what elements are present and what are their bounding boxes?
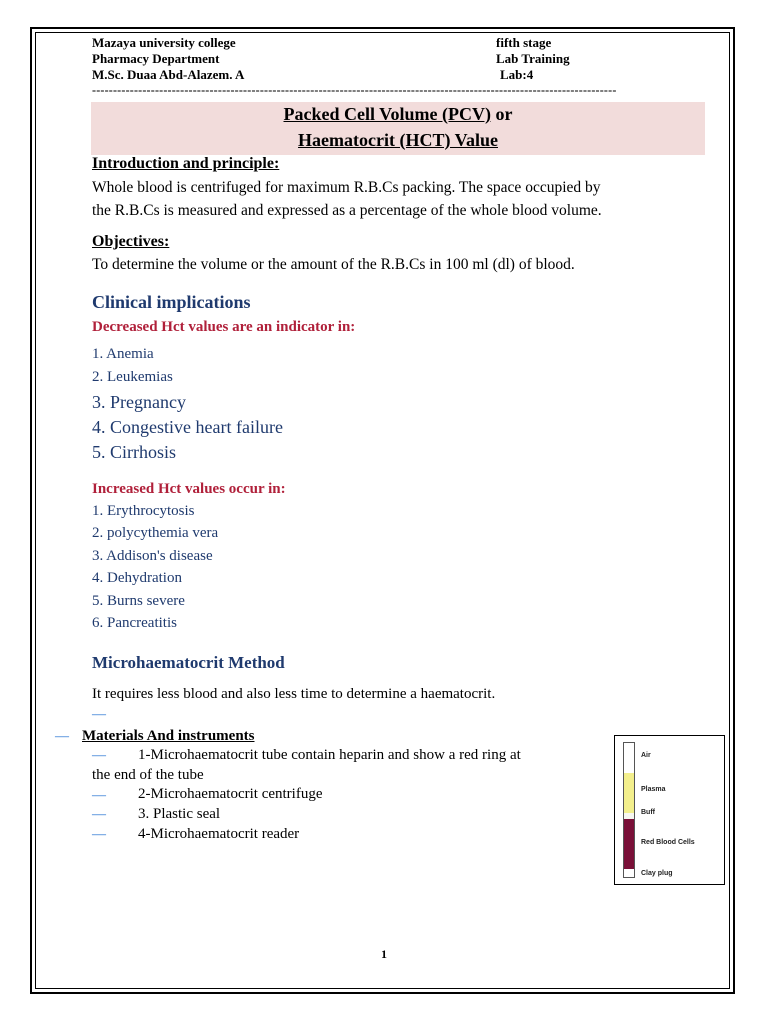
list-dash: — <box>92 788 106 803</box>
intro-text-line-1: Whole blood is centrifuged for maximum R.B.Cs packing. The space occupied by <box>92 179 601 196</box>
title-or: or <box>490 104 513 124</box>
department-name: Pharmacy Department <box>92 51 220 66</box>
decreased-item: 5. Cirrhosis <box>92 442 177 462</box>
title-line-2: Haematocrit (HCT) Value <box>298 130 498 150</box>
decreased-heading: Decreased Hct values are an indicator in: <box>92 319 356 335</box>
title-banner <box>91 102 705 155</box>
objectives-heading: Objectives: <box>92 233 170 250</box>
increased-item: 4. Dehydration <box>92 570 182 586</box>
capillary-tube <box>623 742 635 878</box>
page-number: 1 <box>381 947 387 961</box>
decreased-item: 2. Leukemias <box>92 369 173 385</box>
hematocrit-tube-figure <box>614 735 725 885</box>
increased-item: 1. Erythrocytosis <box>92 503 195 519</box>
plasma-segment <box>624 773 634 813</box>
intro-text-line-2: the R.B.Cs is measured and expressed as a percentage of the whole blood volume. <box>92 202 602 219</box>
list-dash: — <box>92 748 106 763</box>
increased-item: 3. Addison's disease <box>92 548 213 564</box>
increased-item: 5. Burns severe <box>92 593 185 609</box>
clay-plug-segment <box>624 869 634 877</box>
increased-heading: Increased Hct values occur in: <box>92 481 286 497</box>
course-name: Lab Training <box>496 51 570 66</box>
air-segment <box>624 743 634 773</box>
material-item-2: 2-Microhaematocrit centrifuge <box>138 786 323 802</box>
increased-item: 6. Pancreatitis <box>92 615 177 631</box>
material-item-1: 1-Microhaematocrit tube contain heparin and show a red ring at <box>138 747 521 763</box>
decreased-item: 4. Congestive heart failure <box>92 417 283 437</box>
header-separator: ----------------------------------------------------------------------------------------------------------------------------- <box>92 83 617 97</box>
label-clay-plug: Clay plug <box>641 870 673 877</box>
material-item-3: 3. Plastic seal <box>138 806 221 822</box>
lecturer-name: M.Sc. Duaa Abd-Alazem. A <box>92 67 245 82</box>
label-red-blood-cells: Red Blood Cells <box>641 839 695 846</box>
title-line-1 <box>91 104 705 125</box>
title-pcv: Packed Cell Volume (PCV) <box>283 104 491 124</box>
objectives-text: To determine the volume or the amount of the R.B.Cs in 100 ml (dl) of blood. <box>92 256 575 273</box>
method-heading: Microhaematocrit Method <box>92 653 285 672</box>
clinical-heading: Clinical implications <box>92 292 251 312</box>
label-buff: Buff <box>641 809 655 816</box>
list-dash: — <box>92 827 106 842</box>
label-plasma: Plasma <box>641 786 666 793</box>
intro-heading: Introduction and principle: <box>92 155 280 172</box>
college-name: Mazaya university college <box>92 35 236 50</box>
stage-label: fifth stage <box>496 35 552 50</box>
increased-item: 2. polycythemia vera <box>92 525 219 541</box>
lab-number: Lab:4 <box>500 67 534 82</box>
materials-heading: Materials And instruments <box>82 728 255 744</box>
list-dash: — <box>55 729 69 744</box>
decreased-item: 1. Anemia <box>92 346 154 362</box>
method-text: It requires less blood and also less time to determine a haematocrit. <box>92 686 496 702</box>
material-item-4: 4-Microhaematocrit reader <box>138 826 300 842</box>
decreased-item: 3. Pregnancy <box>92 392 186 412</box>
red-blood-cells-segment <box>624 819 634 869</box>
list-dash: — <box>92 707 106 722</box>
label-air: Air <box>641 752 651 759</box>
material-item-1-cont: the end of the tube <box>92 767 204 783</box>
list-dash: — <box>92 807 106 822</box>
